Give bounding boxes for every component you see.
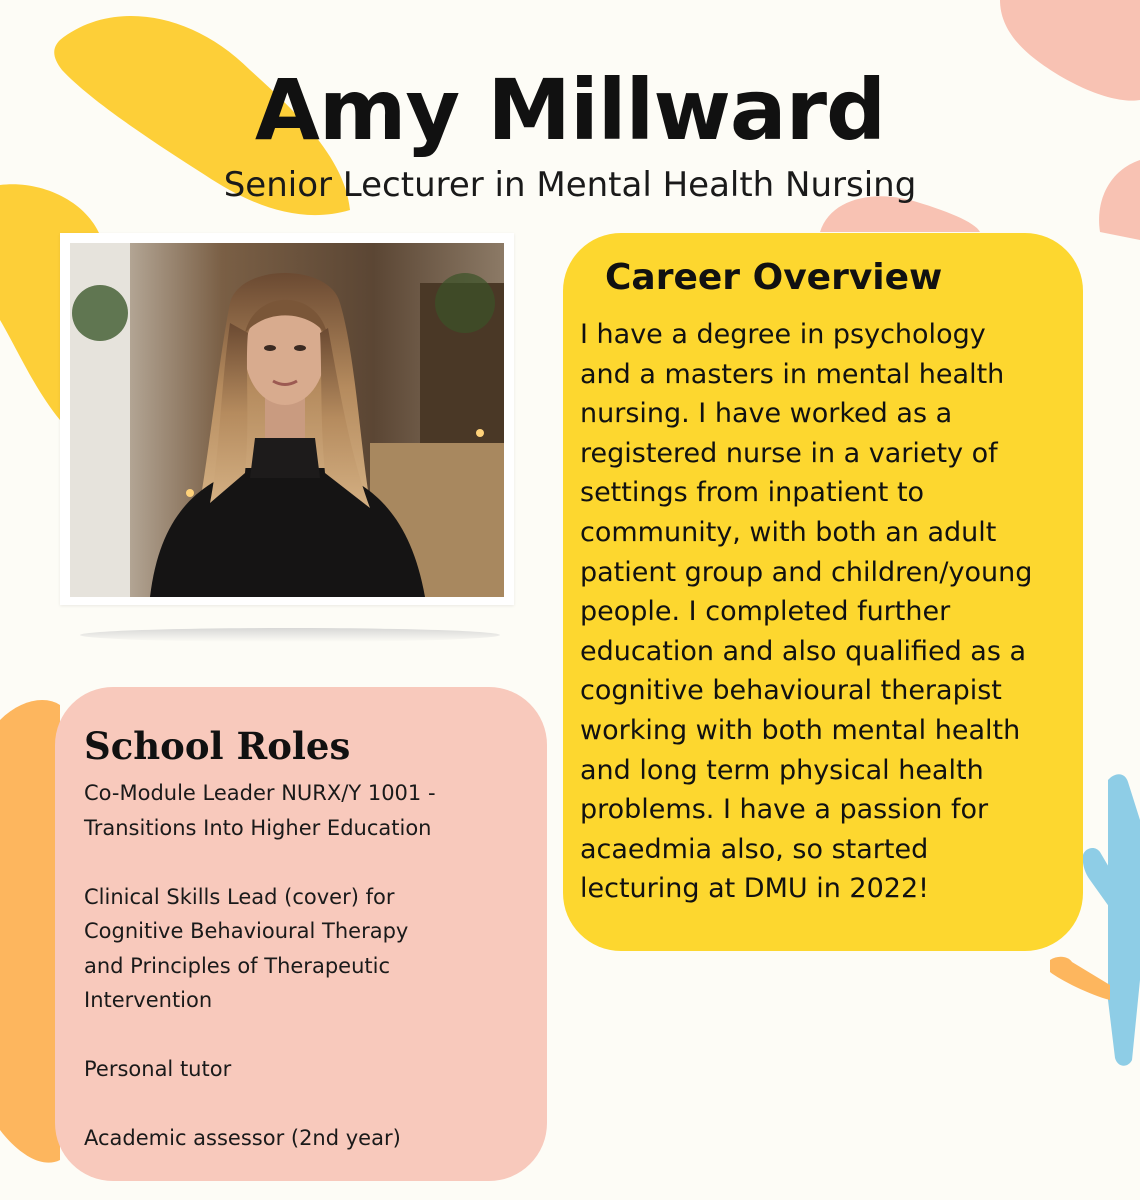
school-roles-list — [84, 776, 534, 1156]
portrait-illustration — [70, 243, 504, 597]
person-name: Amy Millward — [254, 61, 886, 159]
role-item: Clinical Skills Lead (cover) for Cognitive Behavioural Therapy and Principles of Therapeutic Intervention — [84, 884, 409, 1012]
portrait-photo — [70, 243, 504, 597]
career-overview-text: I have a degree in psychology and a masters in mental health nursing. I have worked as a registered nurse in a variety of settings from inpatient to community, with both an adult patient group and children/young people. I completed further education and also qualified as a cognitive behavioural therapist working with both mental health and long term physical health problems. I have a passion for acaedmia also, so started lecturing at DMU in 2022! — [580, 319, 1033, 905]
school-roles-heading: School Roles — [84, 724, 351, 768]
job-title: Senior Lecturer in Mental Health Nursing — [223, 165, 917, 205]
role-item: Personal tutor — [84, 1057, 232, 1081]
career-overview-heading: Career Overview — [605, 257, 943, 298]
photo-shadow — [80, 628, 500, 642]
role-item: Co-Module Leader NURX/Y 1001 - Transitions Into Higher Education — [84, 781, 436, 840]
role-item: Academic assessor (2nd year) — [84, 1126, 401, 1150]
